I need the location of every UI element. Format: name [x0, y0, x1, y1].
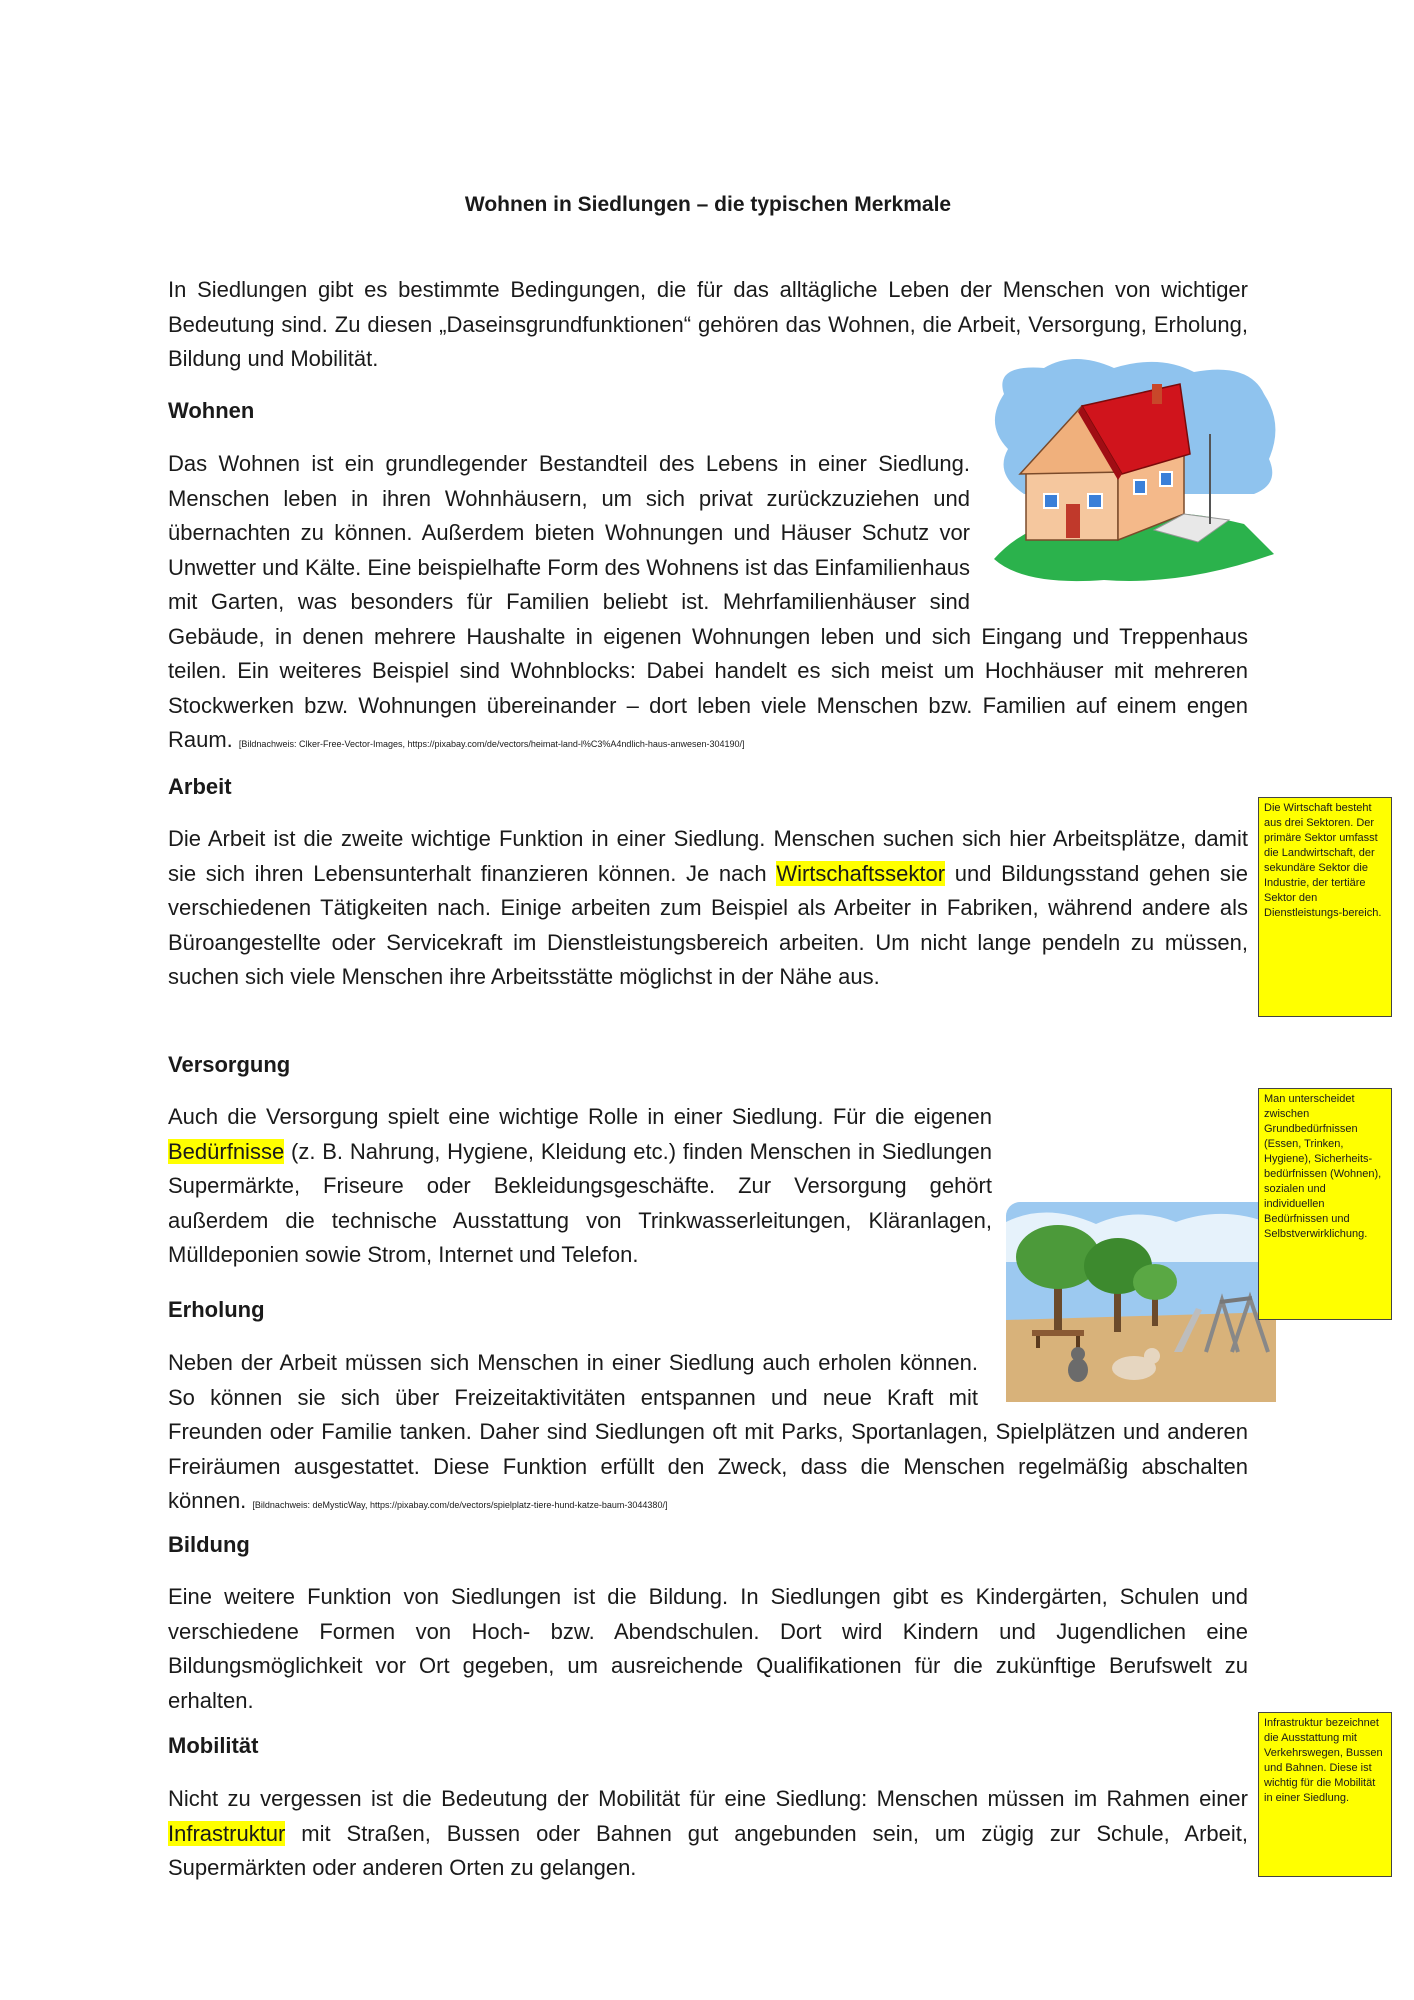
highlight-infrastruktur: Infrastruktur [168, 1820, 286, 1846]
paragraph-bildung: Eine weitere Funktion von Siedlungen ist die Bildung. In Siedlungen gibt es Kindergärten, Schulen und verschiedene Formen von Hoch- bzw. Abendschulen. Dort wird Kindern und Jugendlichen eine Bildungsmöglichkeit vor Ort gegeben, um ausreichende Qualifikationen für die zukünftige Berufswelt zu erhalten. [168, 1584, 1248, 1713]
page-title: Wohnen in Siedlungen – die typischen Merkmale [464, 193, 952, 216]
house-illustration [984, 354, 1284, 586]
intro-paragraph: In Siedlungen gibt es bestimmte Bedingungen, die für das alltägliche Leben der Menschen von wichtiger Bedeutung sind. Zu diesen „Daseinsgrundfunktionen“ gehören das Wohnen, die Arbeit, Versorgung, Erholung, Bildung und Mobilität. [168, 277, 1248, 371]
heading-versorgung: Versorgung [168, 1052, 291, 1077]
heading-mobilitaet: Mobilität [168, 1733, 259, 1758]
heading-arbeit: Arbeit [168, 774, 232, 799]
margin-note-wirtschaft: Die Wirtschaft besteht aus drei Sektoren. Der primäre Sektor umfasst die Landwirtschaft, der sekundäre Sektor die Industrie, der tertiäre Sektor den Dienstleistungs-bereich. [1258, 797, 1392, 1017]
paragraph-versorgung: Auch die Versorgung spielt eine wichtige Rolle in einer Siedlung. Für die eigenen Bedürfnisse (z. B. Nahrung, Hygiene, Kleidung etc.) finden Menschen in Siedlungen Supermärkte, Friseure oder Bekleidungsgeschäfte. Zur Versorgung gehört außerdem die technische Ausstattung von Trinkwasserleitungen, Kläranlagen, Mülldeponien sowie Strom, Internet und Telefon. [168, 1100, 1248, 1402]
paragraph-erholung [168, 1346, 1248, 1523]
paragraph-wohnen [168, 447, 1248, 762]
paragraph-mobilitaet: Nicht zu vergessen ist die Bedeutung der Mobilität für eine Siedlung: Menschen müssen im Rahmen einer Infrastruktur mit Straßen, Bussen oder Bahnen gut angebunden sein, um zügig zur Schule, Arbeit, Supermärkten oder anderen Orten zu gelangen. [168, 1786, 1248, 1880]
wohnen-text: Das Wohnen ist ein grundlegender Bestandteil des Lebens in einer Siedlung. Menschen leben in ihren Wohnhäusern, um sich privat zurückzuziehen und übernachten zu können. Außerdem bieten Wohnungen und Häuser Schutz vor Unwetter und Kälte. Eine beispielhafte Form des Wohnens ist das Einfamilienhaus mit Garten, was besonders für Familien beliebt ist. Mehrfamilienhäuser sind Gebäude, in denen mehrere Haushalte in eigenen Wohnungen leben und sich Eingang und Treppenhaus teilen. Ein weiteres Beispiel sind Wohnblocks: Dabei handelt es sich meist um Hochhäuser mit mehreren Stockwerken bzw. Wohnungen übereinander – dort leben viele Menschen bzw. Familien auf einem engen Raum. [168, 451, 1248, 752]
paragraph-arbeit: Die Arbeit ist die zweite wichtige Funktion in einer Siedlung. Menschen suchen sich hier Arbeitsplätze, damit sie sich ihren Lebensunterhalt finanzieren können. Je nach Wirtschaftssektor und Bildungsstand gehen sie verschiedenen Tätigkeiten nach. Einige arbeiten zum Beispiel als Arbeiter in Fabriken, während andere als Büroangestellte oder Servicekraft im Dienstleistungsbereich arbeiten. Um nicht lange pendeln zu müssen, suchen sich viele Menschen ihre Arbeitsstätte möglichst in der Nähe aus. [168, 826, 1248, 989]
heading-bildung: Bildung [168, 1532, 250, 1557]
margin-note-beduerfnisse: Man unterscheidet zwischen Grundbedürfnissen (Essen, Trinken, Hygiene), Sicherheits-bedürfnissen (Wohnen), sozialen und individuellen Bedürfnissen und Selbstverwirklichung. [1258, 1088, 1392, 1320]
margin-note-infrastruktur: Infrastruktur bezeichnet die Ausstattung mit Verkehrswegen, Bussen und Bahnen. Diese ist wichtig für die Mobilität in einer Siedlung. [1258, 1712, 1392, 1877]
image-credit-house: [Bildnachweis: Clker-Free-Vector-Images, https://pixabay.com/de/vectors/heimat-land-l%C3%A4ndlich-haus-anwesen-304190/] [238, 739, 745, 749]
heading-erholung: Erholung [168, 1297, 265, 1322]
image-credit-playground: [Bildnachweis: deMysticWay, https://pixabay.com/de/vectors/spielplatz-tiere-hund-katze-baum-3044380/] [252, 1500, 668, 1510]
highlight-beduerfnisse: Bedürfnisse [168, 1138, 285, 1164]
erholung-text: Neben der Arbeit müssen sich Menschen in einer Siedlung auch erholen können. So können sie sich über Freizeitaktivitäten entspannen und neue Kraft mit Freunden oder Familie tanken. Daher sind Siedlungen oft mit Parks, Sportanlagen, Spielplätzen und anderen Freiräumen ausgestattet. Diese Funktion erfüllt den Zweck, dass die Menschen regelmäßig abschalten können. [168, 1350, 1248, 1513]
image-wrap-space [978, 1346, 1248, 1414]
highlight-wirtschaftssektor: Wirtschaftssektor [776, 860, 946, 886]
heading-wohnen: Wohnen [168, 398, 255, 423]
